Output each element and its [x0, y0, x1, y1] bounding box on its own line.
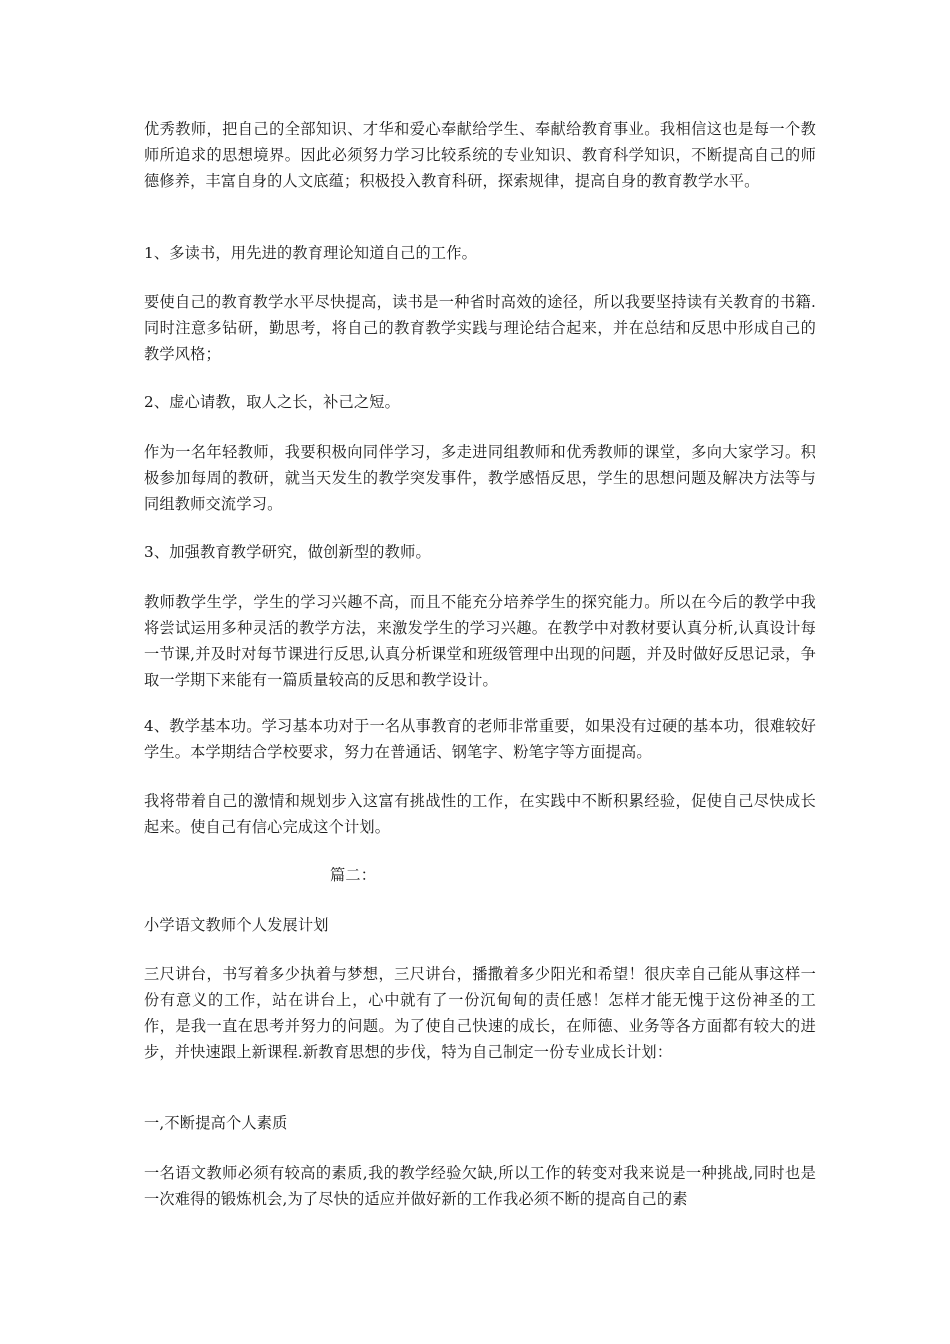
heading-item-1: 1、多读书，用先进的教育理论知道自己的工作。	[144, 244, 478, 262]
heading-section-1: 一,不断提高个人素质	[144, 1114, 288, 1132]
section-heading: 篇二：	[330, 866, 377, 884]
paragraph-conclusion: 我将带着自己的激情和规划步入这富有挑战性的工作，在实践中不断积累经验，促使自己尽快成长起来。使自己有信心完成这个计划。	[144, 792, 816, 836]
document-title: 小学语文教师个人发展计划	[144, 916, 329, 934]
paragraph-opening: 三尺讲台，书写着多少执着与梦想，三尺讲台，播撒着多少阳光和希望！很庆幸自己能从事这样一份有意义的工作，站在讲台上，心中就有了一份沉甸甸的责任感！怎样才能无愧于这份神圣的工作，是我一直在思考并努力的问题。为了使自己快速的成长，在师德、业务等各方面都有较大的进步，并快速跟上新课程.新教育思想的步伐，特为自己制定一份专业成长计划：	[144, 965, 816, 1061]
paragraph-item-1: 要使自己的教育教学水平尽快提高，读书是一种省时高效的途径，所以我要坚持读有关教育的书籍.同时注意多钻研，勤思考，将自己的教育教学实践与理论结合起来，并在总结和反思中形成自己的教学风格；	[144, 293, 816, 363]
paragraph-intro: 优秀教师，把自己的全部知识、才华和爱心奉献给学生、奉献给教育事业。我相信这也是每一个教师所追求的思想境界。因此必须努力学习比较系统的专业知识、教育科学知识，不断提高自己的师德修养，丰富自身的人文底蕴；积极投入教育科研，探索规律，提高自身的教育教学水平。	[144, 120, 816, 190]
heading-item-3: 3、加强教育教学研究，做创新型的教师。	[144, 543, 431, 561]
paragraph-item-2: 作为一名年轻教师，我要积极向同伴学习，多走进同组教师和优秀教师的课堂，多向大家学习。积极参加每周的教研，就当天发生的教学突发事件，教学感悟反思，学生的思想问题及解决方法等与同组教师交流学习。	[144, 443, 816, 513]
paragraph-item-4: 4、教学基本功。学习基本功对于一名从事教育的老师非常重要，如果没有过硬的基本功，很难较好学生。本学期结合学校要求，努力在普通话、钢笔字、粉笔字等方面提高。	[144, 717, 816, 761]
heading-item-2: 2、虚心请教，取人之长，补己之短。	[144, 393, 401, 411]
paragraph-item-3: 教师教学生学，学生的学习兴趣不高，而且不能充分培养学生的探究能力。所以在今后的教学中我将尝试运用多种灵活的教学方法，来激发学生的学习兴趣。在教学中对教材要认真分析,认真设计每一节课,并及时对每节课进行反思,认真分析课堂和班级管理中出现的问题，并及时做好反思记录，争取一学期下来能有一篇质量较高的反思和教学设计。	[144, 593, 816, 689]
paragraph-section-1: 一名语文教师必须有较高的素质,我的教学经验欠缺,所以工作的转变对我来说是一种挑战,同时也是一次难得的锻炼机会,为了尽快的适应并做好新的工作我必须不断的提高自己的素	[144, 1164, 816, 1208]
